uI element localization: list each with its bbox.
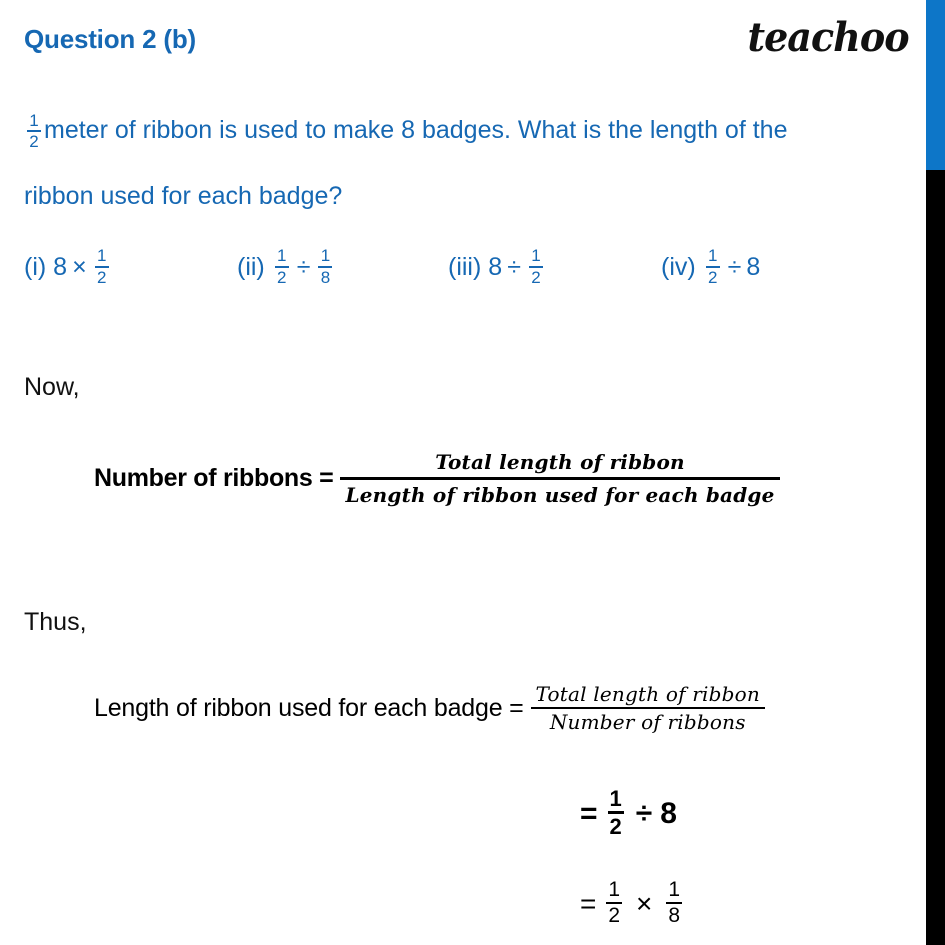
option-i-fraction (95, 247, 109, 287)
fraction-denominator: 2 (531, 267, 541, 287)
formula-one-numerator: Total length of ribbon (435, 450, 685, 474)
result-two-equals: = (580, 888, 597, 920)
right-edge-blue-bar (926, 0, 945, 170)
formula-two-fraction (531, 684, 765, 732)
option-i[interactable] (24, 248, 112, 288)
result-line-one (580, 788, 677, 839)
option-i-marker: (i) (24, 253, 47, 282)
fraction-numerator: 1 (608, 878, 621, 901)
fraction-denominator: 8 (320, 267, 331, 287)
formula-one-lhs: Number of ribbons = (94, 464, 334, 492)
result-one-operand: 8 (660, 796, 677, 830)
result-two-fraction-1 (606, 879, 622, 927)
result-one-operator: ÷ (635, 796, 653, 830)
option-ii-operator: ÷ (296, 253, 311, 282)
option-ii-marker: (ii) (237, 253, 265, 282)
result-one-equals: = (580, 796, 598, 830)
statement-line-two: ribbon used for each badge? (24, 182, 343, 210)
fraction-numerator: 1 (668, 878, 681, 901)
option-iii-marker: (iii) (448, 253, 482, 282)
option-iv-operator: ÷ (727, 253, 742, 282)
fraction-denominator: 2 (609, 814, 622, 840)
formula-length-per-badge (94, 684, 765, 732)
formula-two-denominator: Number of ribbons (549, 710, 746, 734)
fraction-numerator: 1 (707, 246, 718, 265)
option-i-lead: 8 (53, 253, 68, 282)
result-one-fraction (608, 787, 624, 838)
fraction-denominator: 2 (29, 132, 39, 152)
right-edge-black-bar (926, 170, 945, 945)
option-iii-operator: ÷ (507, 253, 521, 282)
option-iii-fraction (529, 247, 543, 287)
fraction-numerator: 1 (276, 246, 287, 265)
option-iii-lead: 8 (488, 253, 503, 282)
fraction-denominator: 2 (707, 267, 718, 287)
option-ii-fraction-1 (275, 247, 289, 287)
fraction-numerator: 1 (531, 246, 541, 265)
statement-fraction (27, 112, 41, 152)
fraction-numerator: 1 (609, 786, 622, 811)
option-iv[interactable] (661, 248, 760, 288)
formula-one-fraction-bar (340, 477, 779, 480)
fraction-denominator: 8 (668, 904, 681, 928)
formula-two-fraction-bar (531, 707, 765, 709)
result-two-fraction-2 (666, 879, 682, 927)
fraction-denominator: 2 (276, 267, 287, 287)
formula-two-numerator: Total length of ribbon (535, 682, 760, 706)
formula-number-of-ribbons (94, 452, 780, 505)
narrative-now: Now, (24, 373, 80, 401)
question-statement (24, 97, 924, 229)
fraction-denominator: 2 (608, 904, 621, 928)
option-ii[interactable] (237, 248, 335, 288)
option-ii-fraction-2 (318, 247, 332, 287)
option-iii[interactable] (448, 248, 546, 288)
result-two-operator: × (636, 888, 653, 920)
teachoo-logo: teachoo (747, 14, 909, 61)
option-iv-marker: (iv) (661, 253, 696, 282)
formula-two-lhs: Length of ribbon used for each badge = (94, 693, 524, 722)
option-i-operator: × (72, 253, 87, 282)
fraction-numerator: 1 (96, 246, 107, 265)
fraction-numerator: 1 (320, 246, 331, 265)
narrative-thus: Thus, (24, 608, 87, 636)
fraction-numerator: 1 (29, 110, 39, 130)
option-iv-fraction (706, 247, 720, 287)
page-header (24, 14, 915, 66)
formula-one-fraction (340, 452, 779, 505)
page-title: Question 2 (b) (24, 24, 196, 54)
result-line-two (580, 880, 686, 928)
formula-one-denominator: Length of ribbon used for each badge (345, 483, 775, 507)
statement-line-one: meter of ribbon is used to make 8 badges. What is the length of the (44, 116, 788, 144)
option-iv-trail: 8 (746, 253, 761, 282)
fraction-denominator: 2 (96, 267, 107, 287)
